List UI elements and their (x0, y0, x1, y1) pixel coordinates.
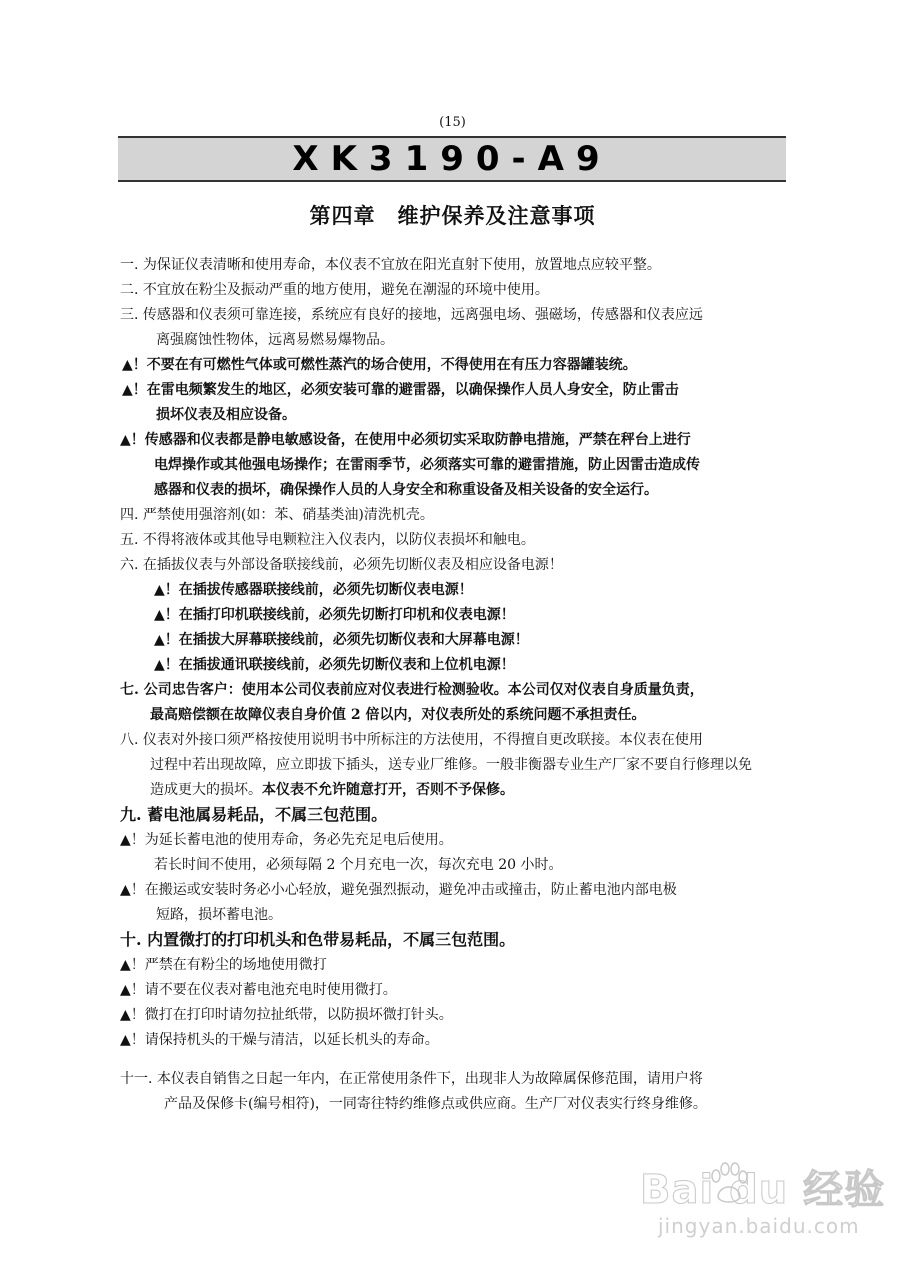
battery-note-2-cont: 短路，损坏蓄电池。 (156, 907, 282, 923)
item-8-cont-2-text: 造成更大的损坏。 (150, 782, 262, 798)
battery-note-1: ▲！为延长蓄电池的使用寿命，务必先充足电后使用。 (120, 832, 453, 848)
page-number: (15) (439, 115, 466, 130)
item-5: 五. 不得将液体或其他导电颗粒注入仪表内，以防仪表损坏和触电。 (120, 532, 535, 548)
watermark-logo-text: Bai du 经验 (640, 1167, 886, 1213)
watermark-url: jingyan.baidu.com (658, 1214, 860, 1238)
item-9-heading: 九. 蓄电池属易耗品，不属三包范围。 (120, 805, 388, 824)
item-1: 一. 为保证仪表清晰和使用寿命，本仪表不宜放在阳光直射下使用，放置地点应较平整。 (120, 257, 661, 273)
item-11-cont: 产品及保修卡(编号相符)，一同寄往特约维修点或供应商。生产厂对仪表实行终身维修。 (164, 1096, 707, 1112)
model-banner: XK3190-A9 (118, 136, 786, 182)
warning-comm-cable: ▲！在插拔通讯联接线前，必须先切断仪表和上位机电源！ (154, 657, 515, 673)
item-7: 七. 公司忠告客户：使用本公司仪表前应对仪表进行检测验收。本公司仅对仪表自身质量负责， (120, 682, 704, 698)
item-6: 六. 在插拔仪表与外部设备联接线前，必须先切断仪表及相应设备电源！ (120, 557, 563, 573)
item-10-heading: 十. 内置微打的打印机头和色带易耗品，不属三包范围。 (120, 930, 516, 949)
warning-lightning-cont: 损坏仪表及相应设备。 (156, 407, 296, 423)
warning-static-cont-2: 感器和仪表的损坏，确保操作人员的人身安全和称重设备及相关设备的安全运行。 (154, 482, 658, 498)
printer-note-4: ▲！请保持机头的干燥与清洁，以延长机头的寿命。 (120, 1032, 439, 1048)
warning-static-cont-1: 电焊操作或其他强电场操作；在雷雨季节，必须落实可靠的避雷措施，防止因雷击造成传 (154, 457, 700, 473)
warning-screen-cable: ▲！在插拔大屏幕联接线前，必须先切断仪表和大屏幕电源！ (154, 632, 529, 648)
item-2: 二. 不宜放在粉尘及振动严重的地方使用，避免在潮湿的环境中使用。 (120, 282, 549, 298)
baidu-jingyan-watermark (640, 1158, 890, 1248)
item-3: 三. 传感器和仪表须可靠连接，系统应有良好的接地，远离强电场、强磁场，传感器和仪表应远 (120, 307, 703, 323)
warning-sensor-cable: ▲！在插拔传感器联接线前，必须先切断仪表电源！ (154, 582, 473, 598)
printer-note-1: ▲！严禁在有粉尘的场地使用微打 (120, 957, 327, 973)
warning-printer-cable: ▲！在插打印机联接线前，必须先切断打印机和仪表电源！ (154, 607, 515, 623)
warning-gas: ▲！不要在有可燃性气体或可燃性蒸汽的场合使用，不得使用在有压力容器罐装统。 (122, 357, 637, 373)
printer-note-3: ▲！微打在打印时请勿拉扯纸带，以防损坏微打针头。 (120, 1007, 453, 1023)
chapter-title: 第四章 维护保养及注意事项 (309, 203, 596, 228)
battery-note-2: ▲！在搬运或安装时务必小心轻放，避免强烈振动，避免冲击或撞击，防止蓄电池内部电极 (120, 882, 677, 898)
item-8-cont-1: 过程中若出现故障，应立即拔下插头，送专业厂维修。一般非衡器专业生产厂家不要自行修理以免 (150, 757, 752, 773)
printer-note-2: ▲！请不要在仪表对蓄电池充电时使用微打。 (120, 982, 397, 998)
item-8-cont-2-bold: 本仪表不允许随意打开，否则不予保修。 (262, 782, 514, 798)
paw-icon (708, 1162, 748, 1206)
item-11: 十一. 本仪表自销售之日起一年内，在正常使用条件下，出现非人为故障属保修范围，请用户将 (120, 1071, 703, 1087)
battery-note-1-cont: 若长时间不使用，必须每隔 2 个月充电一次，每次充电 20 小时。 (154, 857, 563, 873)
item-8: 八. 仪表对外接口须严格按使用说明书中所标注的方法使用，不得擅自更改联接。本仪表在使用 (120, 732, 703, 748)
warning-static: ▲！传感器和仪表都是静电敏感设备，在使用中必须切实采取防静电措施，严禁在秤台上进行 (120, 432, 691, 448)
item-7-cont: 最高赔偿额在故障仪表自身价值 2 倍以内，对仪表所处的系统问题不承担责任。 (150, 707, 646, 723)
item-3-cont: 离强腐蚀性物体，远离易燃易爆物品。 (156, 332, 394, 348)
item-4: 四. 严禁使用强溶剂(如：苯、硝基类油)清洗机壳。 (120, 507, 434, 523)
item-8-cont-2 (150, 781, 514, 799)
warning-lightning: ▲！在雷电频繁发生的地区，必须安装可靠的避雷器，以确保操作人员人身安全，防止雷击 (122, 382, 679, 398)
